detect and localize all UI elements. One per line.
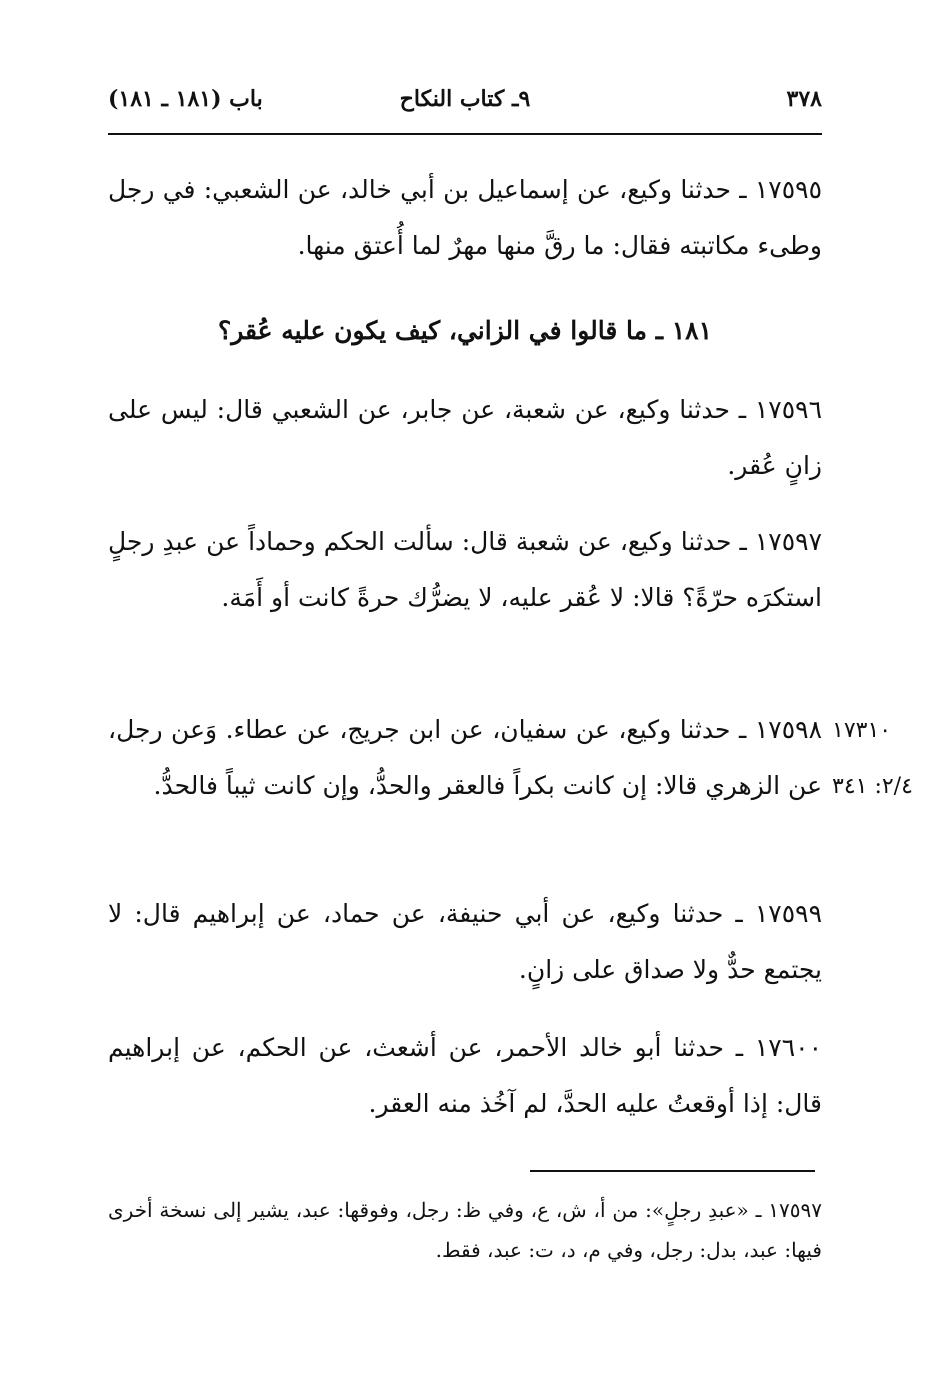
margin-ref-1: ١٧٣١٠ [832,718,892,743]
book-title: ٩ـ كتاب النكاح [399,86,531,112]
hadith-17597: ١٧٥٩٧ ـ حدثنا وكيع، عن شعبة قال: سألت الحكم وحماداً عن عبدِ رجلٍ استكرَه حرّةً؟ قالا: لا عُقر عليه، لا يضرُّك حرةً كانت أو أَمَة. [108,527,822,612]
chapter-range: باب (١٨١ ـ ١٨١) [108,86,263,112]
hadith-17600: ١٧٦٠٠ ـ حدثنا أبو خالد الأحمر، عن أشعث، عن الحكم، عن إبراهيم قال: إذا أوقعتُ عليه الحدَّ، لم آخُذ منه العقر. [108,1033,822,1118]
hadith-17596: ١٧٥٩٦ ـ حدثنا وكيع، عن شعبة، عن جابر، عن الشعبي قال: ليس على زانٍ عُقر. [108,395,822,480]
hadith-17598: ١٧٥٩٨ ـ حدثنا وكيع، عن سفيان، عن ابن جريج، عن عطاء. وَعن رجل، عن الزهري قالا: إن كانت بكراً فالعقر والحدُّ، وإن كانت ثيباً فالحدُّ. [108,715,822,800]
footnote-rule [530,1170,815,1172]
page-header [108,86,822,126]
margin-ref-2: ٢/٤: ٣٤١ [832,774,913,799]
footnote: ١٧٥٩٧ ـ «عبدِ رجلٍ»: من أ، ش، ع، وفي ظ: رجل، وفوقها: عبد، يشير إلى نسخة أخرى فيها: عبد، بدل: رجل، وفي م، د، ت: عبد، فقط. [108,1198,822,1262]
hadith-17595: ١٧٥٩٥ ـ حدثنا وكيع، عن إسماعيل بن أبي خالد، عن الشعبي: في رجل وطىء مكاتبته فقال: ما رقَّ منها مهرٌ لما أُعتق منها. [108,175,822,260]
header-rule [108,133,822,135]
hadith-17599: ١٧٥٩٩ ـ حدثنا وكيع، عن أبي حنيفة، عن حماد، عن إبراهيم قال: لا يجتمع حدٌّ ولا صداق على زانٍ. [108,899,822,984]
section-heading: ١٨١ ـ ما قالوا في الزاني، كيف يكون عليه عُقر؟ [217,316,713,345]
page-number: ٣٧٨ [786,86,822,112]
